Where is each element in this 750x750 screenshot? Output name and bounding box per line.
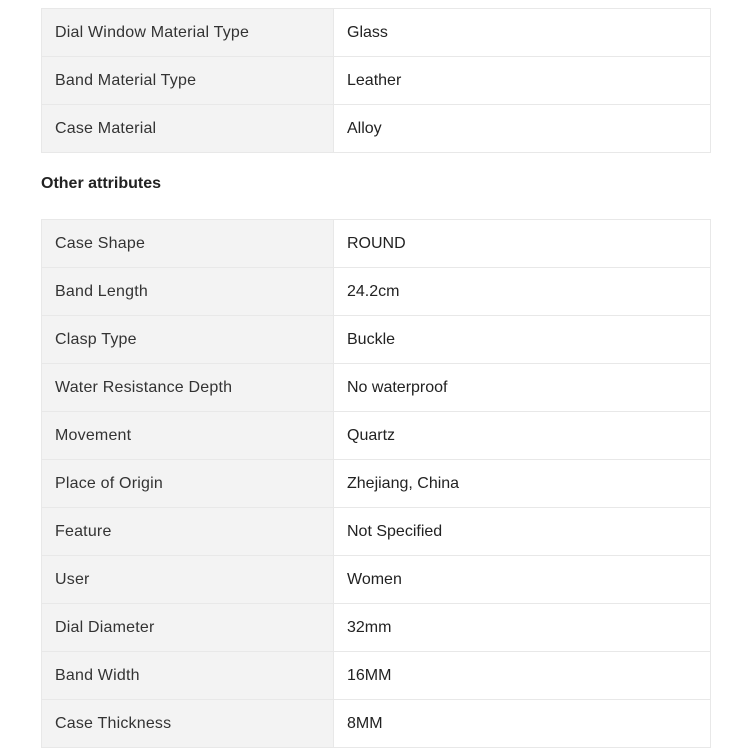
attribute-value: Quartz	[334, 412, 711, 460]
attribute-key: Clasp Type	[42, 316, 334, 364]
attribute-key: Case Thickness	[42, 700, 334, 748]
attribute-key: Band Material Type	[42, 57, 334, 105]
other-attributes-table	[41, 219, 711, 748]
table-row	[42, 508, 711, 556]
attribute-value: Zhejiang, China	[334, 460, 711, 508]
attribute-key: Case Shape	[42, 220, 334, 268]
attribute-value: Buckle	[334, 316, 711, 364]
table-row	[42, 700, 711, 748]
attribute-value: Glass	[334, 9, 711, 57]
attribute-value: 16MM	[334, 652, 711, 700]
other-attributes-heading: Other attributes	[41, 175, 162, 192]
table-row	[42, 652, 711, 700]
table-row	[42, 316, 711, 364]
table-row	[42, 105, 711, 153]
attribute-key: Movement	[42, 412, 334, 460]
attribute-key: Case Material	[42, 105, 334, 153]
table-row	[42, 556, 711, 604]
table-row	[42, 460, 711, 508]
attribute-value: Alloy	[334, 105, 711, 153]
attribute-key: Feature	[42, 508, 334, 556]
attribute-value: 32mm	[334, 604, 711, 652]
attribute-value: 8MM	[334, 700, 711, 748]
attribute-key: Band Width	[42, 652, 334, 700]
attribute-key: Place of Origin	[42, 460, 334, 508]
attribute-key: User	[42, 556, 334, 604]
table-row	[42, 604, 711, 652]
attribute-value: Leather	[334, 57, 711, 105]
top-attributes-table	[41, 8, 711, 153]
attribute-key: Dial Diameter	[42, 604, 334, 652]
attribute-value: No waterproof	[334, 364, 711, 412]
table-row	[42, 57, 711, 105]
attribute-value: Women	[334, 556, 711, 604]
table-row	[42, 9, 711, 57]
attribute-key: Water Resistance Depth	[42, 364, 334, 412]
attribute-value: Not Specified	[334, 508, 711, 556]
table-row	[42, 364, 711, 412]
attribute-key: Band Length	[42, 268, 334, 316]
attribute-value: 24.2cm	[334, 268, 711, 316]
table-row	[42, 412, 711, 460]
table-row	[42, 220, 711, 268]
attribute-value: ROUND	[334, 220, 711, 268]
table-row	[42, 268, 711, 316]
attribute-key: Dial Window Material Type	[42, 9, 334, 57]
